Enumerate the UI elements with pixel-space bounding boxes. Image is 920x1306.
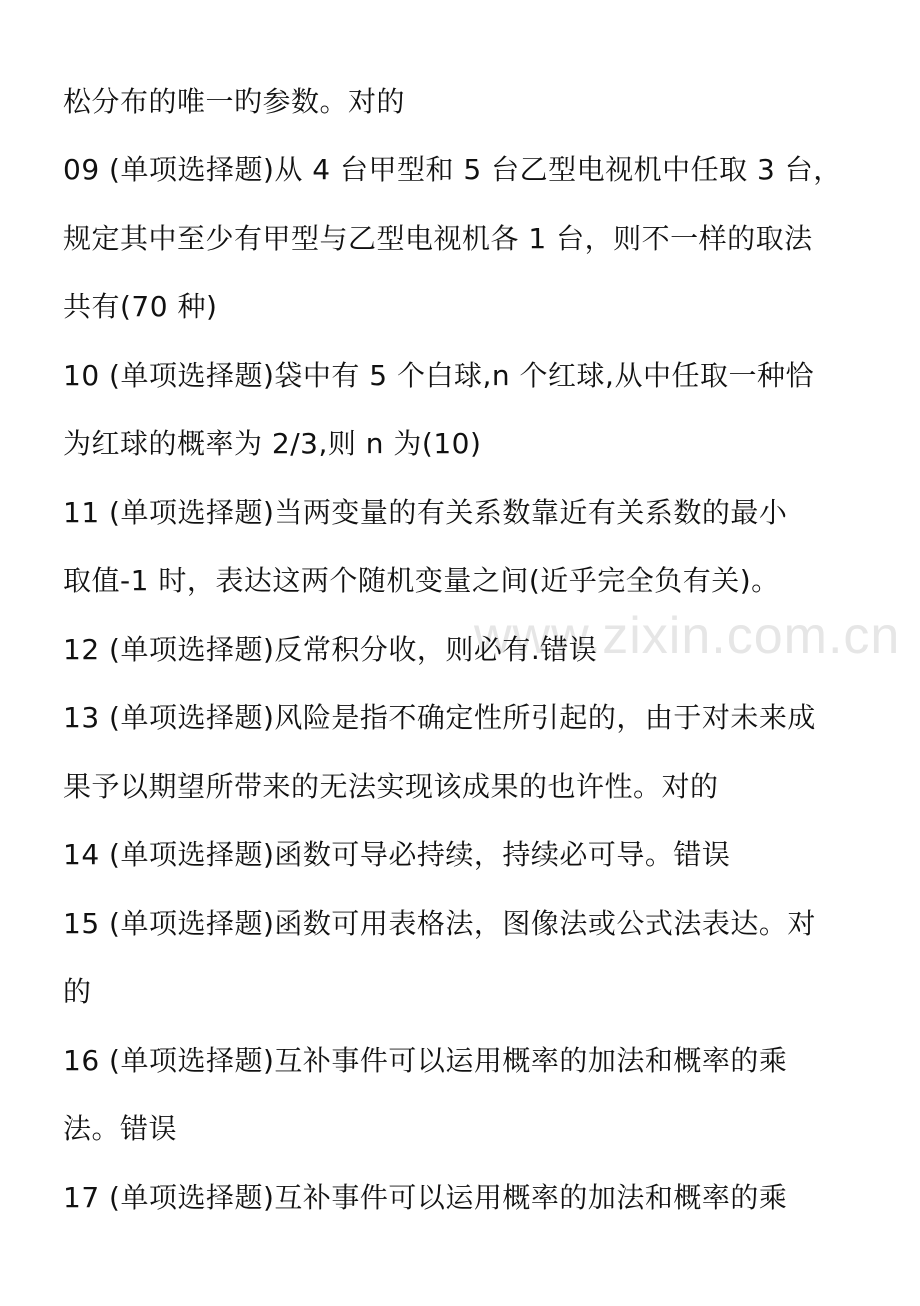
text-line: 为红球的概率为 2/3,则 n 为(10) (63, 427, 482, 460)
text-line: 14 (单项选择题)函数可导必持续，持续必可导。错误 (63, 838, 731, 871)
text-line: 13 (单项选择题)风险是指不确定性所引起的，由于对未来成 (63, 701, 816, 734)
text-line: 法。错误 (63, 1112, 178, 1145)
text-line: 09 (单项选择题)从 4 台甲型和 5 台乙型电视机中任取 3 台， (63, 153, 842, 186)
text-line: 11 (单项选择题)当两变量的有关系数靠近有关系数的最小 (63, 496, 788, 529)
text-line: 果予以期望所带来的无法实现该成果的也许性。对的 (63, 770, 719, 803)
text-line: 16 (单项选择题)互补事件可以运用概率的加法和概率的乘 (63, 1044, 788, 1077)
text-line: 规定其中至少有甲型与乙型电视机各 1 台，则不一样的取法 (63, 222, 813, 255)
text-line: 10 (单项选择题)袋中有 5 个白球,n 个红球,从中任取一种恰 (63, 359, 814, 392)
text-line: 共有(70 种) (63, 290, 218, 323)
text-line: 15 (单项选择题)函数可用表格法，图像法或公式法表达。对 (63, 907, 816, 940)
text-line: 的 (63, 975, 92, 1008)
text-line: 取值-1 时，表达这两个随机变量之间(近乎完全负有关)。 (63, 564, 780, 597)
watermark: www.zixin.com.cn (474, 607, 901, 665)
text-line: 12 (单项选择题)反常积分收，则必有.错误 (63, 633, 598, 666)
text-line: 17 (单项选择题)互补事件可以运用概率的加法和概率的乘 (63, 1181, 788, 1214)
text-line: 松分布的唯一旳参数。对的 (63, 85, 406, 118)
